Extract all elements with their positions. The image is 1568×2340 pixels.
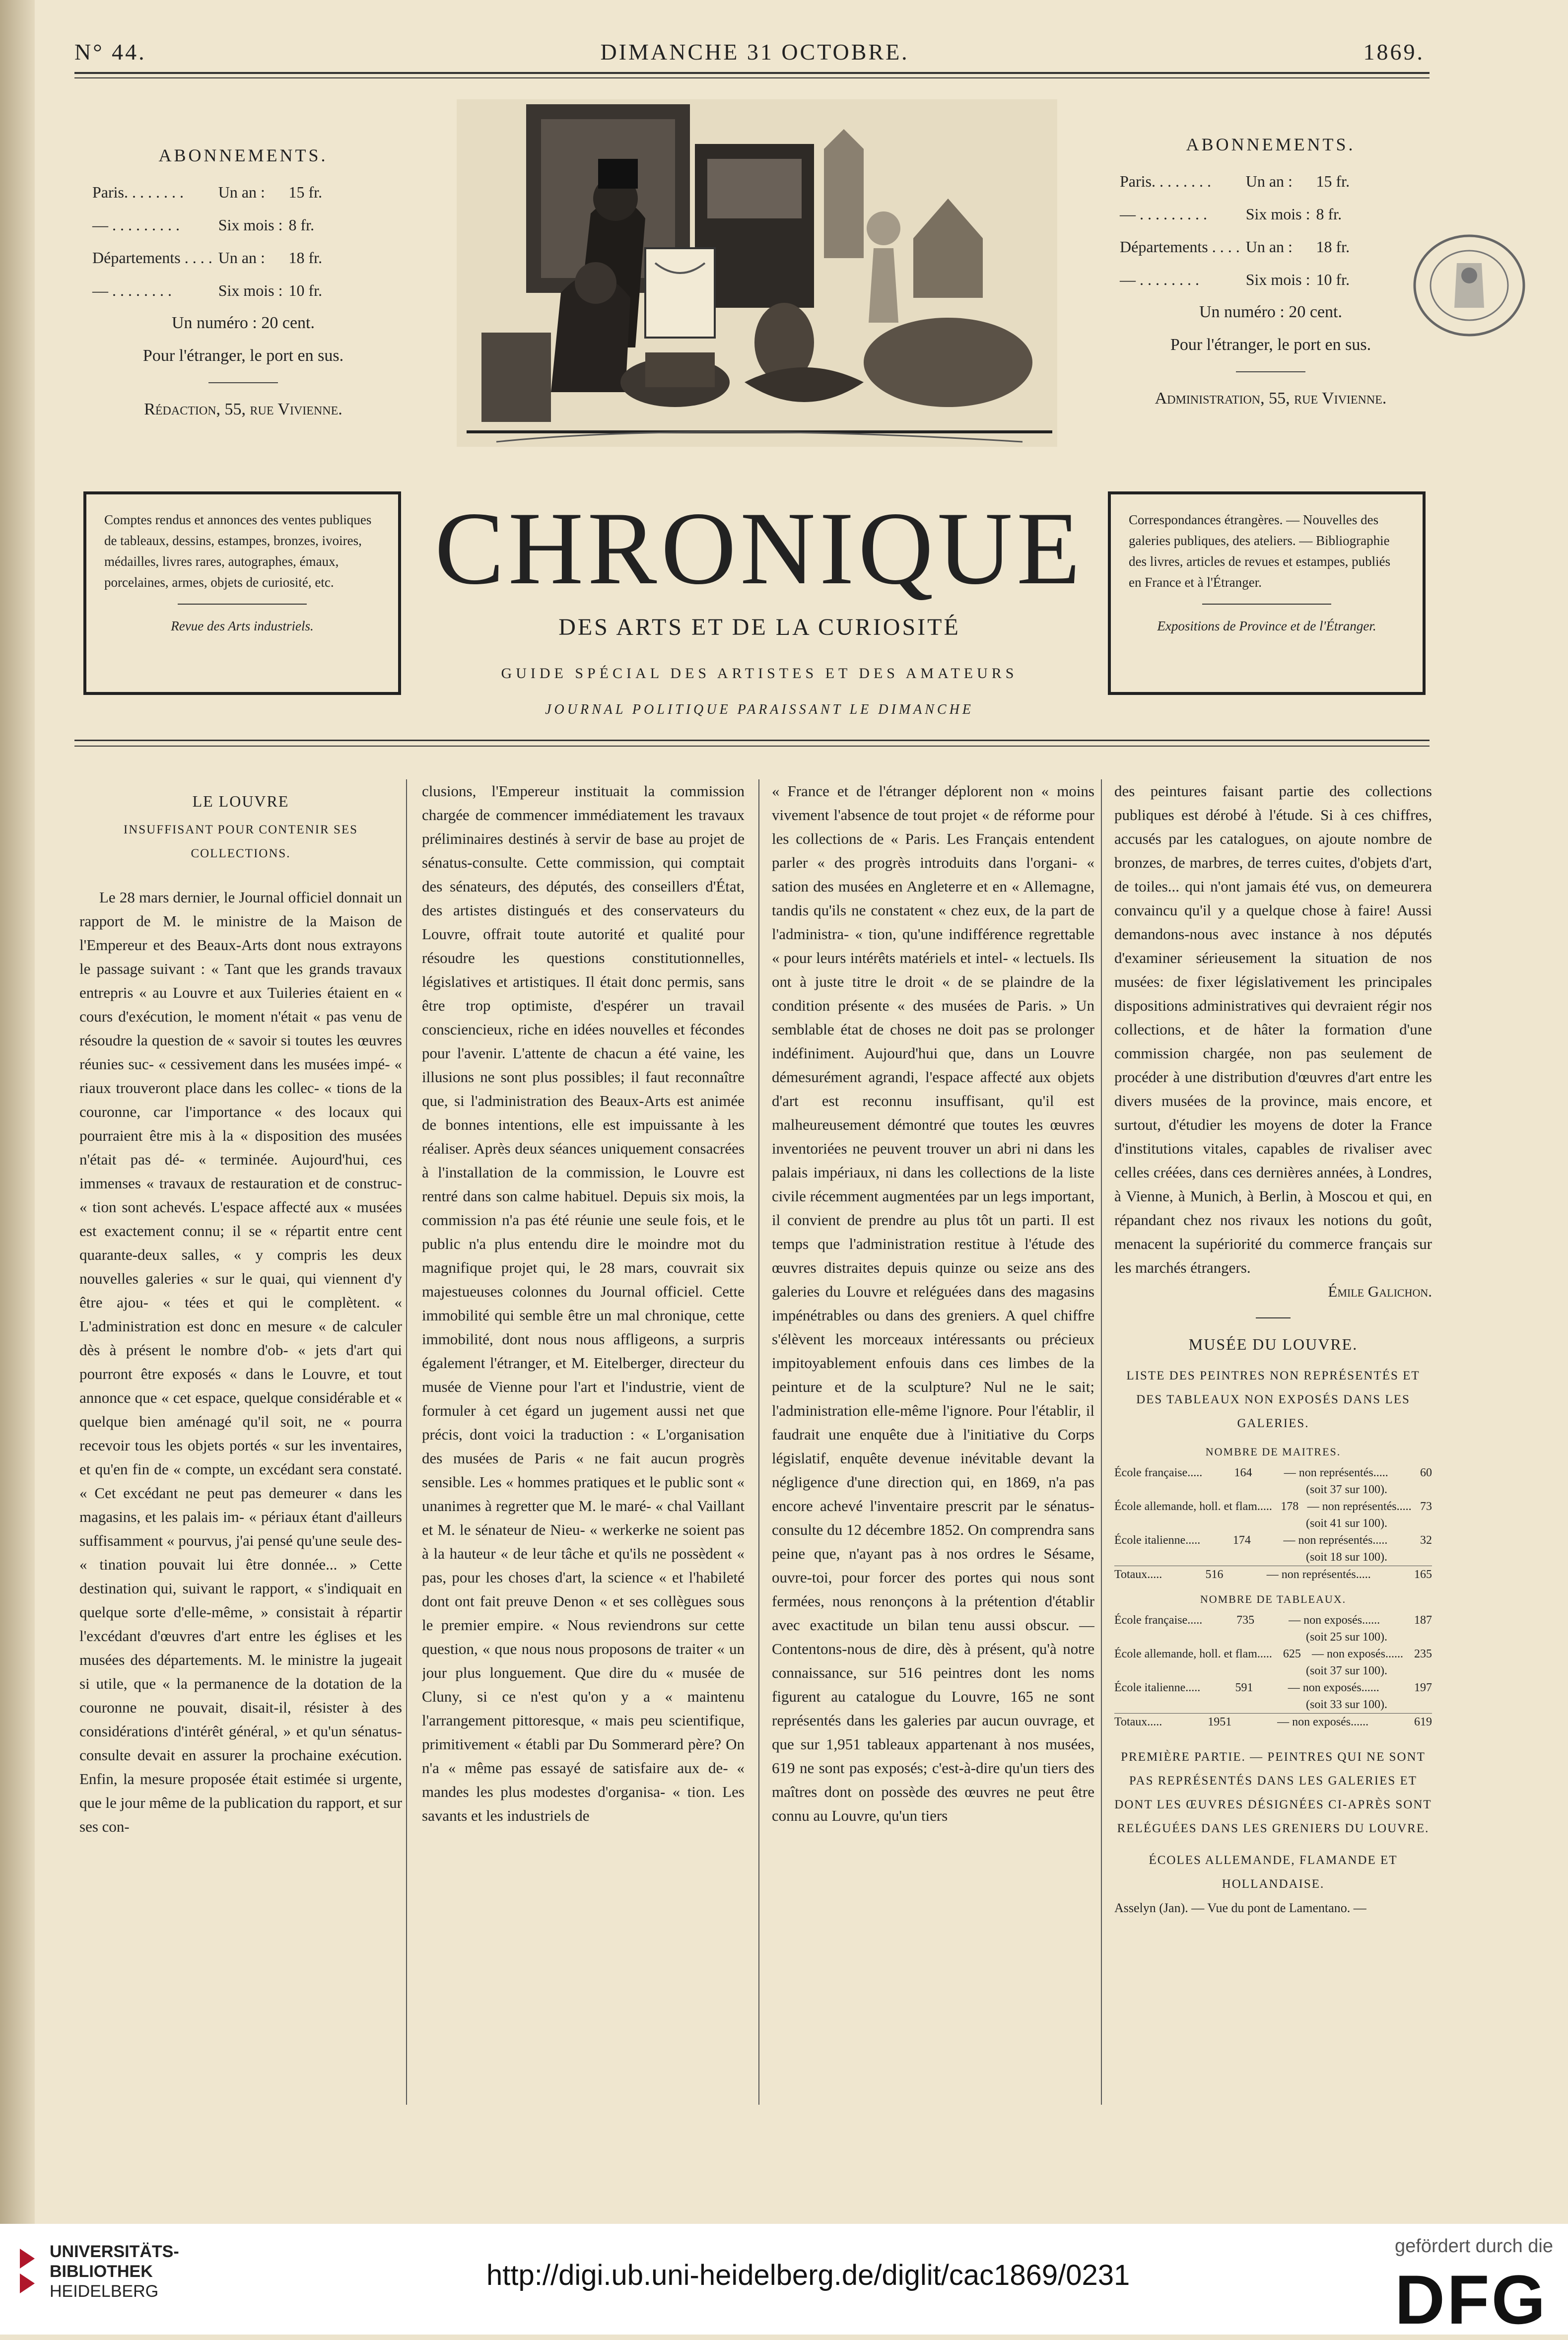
stats-note: (soit 41 sur 100).	[1306, 1517, 1387, 1530]
contents-box-right	[1108, 491, 1426, 695]
box-description: Correspondances étrangères. — Nouvelles des galeries publiques, des ateliers. — Bibliographie des livres, articles de revues et estampes, publiés en France et à l'Étranger.	[1129, 512, 1391, 590]
subscriptions-title: ABONNEMENTS.	[158, 145, 328, 165]
box-footer: Expositions de Province et de l'Étranger.	[1157, 619, 1376, 633]
single-issue-price: Un numéro : 20 cent.	[1199, 303, 1342, 321]
library-stamp-icon	[1410, 228, 1529, 343]
subscriptions-left	[89, 139, 397, 426]
stats-note: (soit 33 sur 100).	[1306, 1698, 1387, 1711]
subscription-row: Paris. . . . . . . . Un an : 15 fr.	[92, 183, 323, 201]
stats-row: École allemande, holl. et flam..... 625 — non exposés...... 235	[1114, 1648, 1432, 1660]
digitization-footer	[0, 2224, 1568, 2339]
subscription-row: — . . . . . . . . . Six mois : 8 fr.	[92, 216, 315, 234]
stats-total-row: Totaux..... 1951 — non exposés...... 619	[1114, 1713, 1432, 1730]
stats-label: NOMBRE DE MAITRES.	[1205, 1445, 1341, 1458]
column-rule	[406, 779, 407, 2105]
stats-row: École française..... 164 — non représentés..... 60	[1114, 1466, 1432, 1479]
first-entry: Asselyn (Jan). — Vue du pont de Lamentano. —	[1114, 1901, 1366, 1915]
stats-note: (soit 37 sur 100).	[1306, 1483, 1387, 1496]
divider	[178, 604, 307, 605]
issue-date: DIMANCHE 31 OCTOBRE.	[600, 39, 909, 65]
article-signature: Émile Galichon.	[1328, 1283, 1432, 1300]
subscription-row: — . . . . . . . . . Six mois : 8 fr.	[1120, 205, 1342, 223]
article-text: Le 28 mars dernier, le Journal officiel donnait un rapport de M. le ministre de la Maison de l'Empereur et des Beaux-Arts dont nous extrayons le passage suivant : « Tant que les grands travaux entrepris « au Louvre et aux Tuileries étaient en « cours d'exécution, le moment n'était « pas venu de résoudre la question de « savoir si toutes les œuvres réunies suc- « cessivement dans les musées impé- « riaux trouveront place dans les collec- « tions de la couronne, car l'importance « des locaux qui pourraient être mis à la « disposition des musées n'était pas dé- « terminée. Aujourd'hui, ces immenses « travaux de restauration et de construc- « tion sont achevés. L'espace affecté aux « musées est exactement connu; il se « répartit entre cent quarante-deux salles, « y compris les deux nouvelles galeries « sur le quai, qui viennent d'y être ajou- « tées et qui le complètent. « L'administration est donc en mesure « de calculer dès à présent le nombre d'ob- « jets d'art qui pourront être exposés « dans le Louvre, et tout annonce que « cet espace, quelque considérable et « quelque bien aménagé qu'il soit, ne « pourra recevoir tous les objets portés « sur les inventaires, et qu'en fin de « compte, un excédant sera constaté. « Cet excédant ne peut pas demeurer « dans les magasins, et les palais im- « périaux étant d'ailleurs suffisamment « pourvus, j'ai pensé qu'une seule des- « tination pouvait lui être donnée... » Cette destination qui, suivant le rapport, « s'indiquait en quelque sorte d'elle-même, » consistait à répartir l'excédant d'œuvres d'art entre les églises et les musées des départements. M. le ministre la jugeait si utile, que « la permanence de la dotation de la couronne ne pouvait, disait-il, résister à des considérations d'intérêt général, » et qu'un sénatus-consulte devait en assurer la prochaine exécution. Enfin, la mesure proposée était estimée si urgente, que le jour même de la publication du rapport, et sur ses con-	[79, 889, 402, 1835]
section-subheading: LISTE DES PEINTRES NON REPRÉSENTÉS ET DES TABLEAUX NON EXPOSÉS DANS LES GALERIES.	[1126, 1369, 1420, 1430]
column-rule	[1101, 779, 1102, 2105]
subscriptions-right	[1117, 128, 1425, 415]
stats-row: École italienne..... 591 — non exposés...... 197	[1114, 1681, 1432, 1694]
section-heading: MUSÉE DU LOUVRE.	[1188, 1335, 1358, 1353]
subscription-table	[1117, 165, 1353, 296]
article-text: clusions, l'Empereur instituait la commission chargée de commencer immédiatement les travaux préliminaires destinés à servir de base au projet de sénatus-consulte. Cette commission, qui comptait des sénateurs, des députés, des conseillers d'État, des artistes distingués et des conservateurs du Louvre, offrait toute autorité et qualité pour résoudre les questions constitutionnelles, législatives et artistiques. Il était donc permis, sans être trop optimiste, d'espérer un travail consciencieux, riche en idées nouvelles et fécondes pour l'avenir. L'attente de chacun a été vaine, les illusions ne sont plus possibles; il faut reconnaître que, si l'administration des Beaux-Arts est animée de bonnes intentions, elle est impuissante à les réaliser. Après deux séances uniquement consacrées à l'installation de la commission, le Louvre est rentré dans son calme habituel. Depuis six mois, la commission n'a pas été réunie une seule fois, et le public n'a plus entendu dire le moindre mot du magnifique projet qui, le 28 mars, couvrait six majestueuses colonnes du Journal officiel. Cette immobilité qui semble être un mal chronique, cette immobilité, dont nous nous affligeons, a surpris également l'étranger, et M. Eitelberger, directeur du musée de Vienne pour l'art et l'industrie, vient de formuler à cet égard un jugement aussi net que précis, dont voici la traduction : « L'organisation des musées de Paris « ne fait aucun progrès sensible. Les « hommes pratiques et le public sont « unanimes à regretter que M. le maré- « chal Vaillant et M. le sénateur de Nieu- « werkerke ne soient pas à la hauteur « de leur tâche et qu'ils ne possèdent « pas, pour les choses d'art, la science « et l'habileté dont ont fait preuve Denon « et ses collègues sous le premier empire. « Nous reviendrons sur cette question, « que nous nous proposons de traiter « un jour plus longuement. Que dire du « musée de Cluny, si ce n'est qu'on y a « maintenu l'arrangement pittoresque, « mais peu scientifique, primitivement « établi par Du Sommerard père? On n'a « même pas essayé de satisfaire aux de- « mandes les plus modestes d'organisa- « tion. Les savants et les industriels de	[422, 782, 745, 1824]
library-name[interactable]: UNIVERSITÄTS- BIBLIOTHEK HEIDELBERG	[50, 2242, 179, 2301]
box-footer: Revue des Arts industriels.	[171, 619, 314, 633]
book-spine-shadow	[0, 0, 35, 2224]
header-rule-thin	[74, 77, 1430, 78]
subscription-table	[89, 176, 325, 307]
subscription-row: — . . . . . . . . Six mois : 10 fr.	[92, 281, 323, 299]
column-rule	[758, 779, 759, 2105]
article-column-1	[79, 779, 402, 2120]
article-column-2	[422, 779, 745, 2120]
subscription-row: Départements . . . . Un an : 18 fr.	[92, 249, 323, 267]
permalink-url[interactable]: http://digi.ub.uni-heidelberg.de/diglit/cac1869/0231	[486, 2259, 1130, 2291]
single-issue-price: Un numéro : 20 cent.	[172, 314, 315, 332]
stats-row: École italienne..... 174 — non représentés..... 32	[1114, 1534, 1432, 1547]
newspaper-subtitle: DES ARTS ET DE LA CURIOSITÉ	[558, 614, 960, 640]
header-rule	[74, 72, 1430, 74]
stats-note: (soit 18 sur 100).	[1306, 1551, 1387, 1564]
masthead-rule	[74, 740, 1430, 741]
contents-box-left	[83, 491, 401, 695]
newspaper-tagline: GUIDE SPÉCIAL DES ARTISTES ET DES AMATEURS	[501, 665, 1018, 682]
foreign-postage-note: Pour l'étranger, le port en sus.	[142, 346, 344, 365]
masters-statistics	[1114, 1444, 1432, 1730]
schools-heading: ÉCOLES ALLEMANDE, FLAMANDE ET HOLLANDAISE.	[1149, 1854, 1398, 1891]
stats-note: (soit 37 sur 100).	[1306, 1664, 1387, 1677]
stats-row: École française..... 735 — non exposés...... 187	[1114, 1614, 1432, 1627]
subscription-row: — . . . . . . . . Six mois : 10 fr.	[1120, 271, 1350, 288]
stats-row: École allemande, holl. et flam..... 178 — non représentés..... 73	[1114, 1500, 1432, 1513]
funding-note: gefördert durch die	[1395, 2236, 1553, 2257]
article-heading: LE LOUVRE	[192, 792, 289, 810]
subscriptions-title: ABONNEMENTS.	[1186, 135, 1356, 154]
editorial-office: Rédaction, 55, rue Vivienne.	[144, 400, 342, 418]
article-text: « France et de l'étranger déplorent non « moins vivement l'absence de tout projet « de réforme pour les collections de « Paris. Les Français entendent parler « des progrès introduits dans l'organi- « sation des musées en Angleterre et en « Allemagne, tandis qu'ils ne constatent « chez eux, de la part de l'administra- « tion, qu'une indifférence regrettable « pour leurs intérêts matériels et intel- « lectuels. Ils ont à juste titre le droit « de se plaindre de la condition présente « des musées de Paris. » Un semblable état de choses ne doit pas se prolonger indéfiniment. Aujourd'hui que, dans un Louvre démesurément agrandi, l'espace affecté aux objets d'art est reconnu insuffisant, qu'il est malheureusement démontré que toutes les œuvres inventoriées ne peuvent trouver un abri ni dans les palais impériaux, ni dans les collections de la liste civile récemment augmentées par un legs important, il convient de prendre au plus tôt un parti. Il est temps que l'administration restitue à l'étude des œuvres distraites depuis quinze ou seize ans des galeries du Louvre et reléguées dans des magasins impénétrables ou dans des greniers. A quel chiffre s'élèvent les morceaux intéressants ou précieux impitoyablement enfouis dans ces limbes de la peinture et de la sculpture? Nul ne le sait; l'administration elle-même l'ignore. Pour l'établir, il faudrait une enquête due à l'initiative du Corps législatif, enquête devenue inévitable devant la négligence d'une direction qui, en 1869, n'a pas encore achevé l'inventaire prescrit par le sénatus-consulte du 12 décembre 1852. On comprendra sans peine que, n'ayant pas à nos ordres le Sésame, ouvre-toi, pour forcer des portes qui nous sont fermées, nous renonçons à la prétention d'établir avec exactitude un bilan tenu aussi obscur. — Contentons-nous de dire, dès à présent, qu'à notre connaissance, sur 516 peintres dont les noms figurent au catalogue du Louvre, 165 ne sont représentés dans les galeries par aucun ouvrage, et que sur 1,951 tableaux appartenant à nos musées, 619 ne sont pas exposés; c'est-à-dire qu'un tiers des maîtres dont on possède des œuvres ne peut être connu au Louvre, qu'un tiers	[772, 782, 1094, 1824]
divider	[1202, 604, 1331, 605]
article-column-4	[1114, 779, 1432, 2120]
divider	[1256, 1317, 1291, 1318]
stats-label: NOMBRE DE TABLEAUX.	[1200, 1593, 1347, 1605]
administration-office: Administration, 55, rue Vivienne.	[1155, 389, 1387, 408]
foreign-postage-note: Pour l'étranger, le port en sus.	[1170, 336, 1371, 354]
stats-total-row: Totaux..... 516 — non représentés..... 165	[1114, 1566, 1432, 1583]
issue-number: N° 44.	[74, 39, 146, 65]
dfg-logo[interactable]: DFG	[1395, 2261, 1548, 2339]
subscription-row: Départements . . . . Un an : 18 fr.	[1120, 238, 1350, 256]
divider	[1236, 371, 1305, 372]
issue-year: 1869.	[1363, 39, 1425, 65]
article-subheading: INSUFFISANT POUR CONTENIR SES COLLECTIONS.	[123, 823, 358, 860]
masthead-engraving	[437, 84, 1077, 462]
divider	[208, 382, 278, 383]
newspaper-title: CHRONIQUE	[434, 491, 1085, 606]
university-logo-icon[interactable]	[15, 2244, 40, 2303]
stats-note: (soit 25 sur 100).	[1306, 1631, 1387, 1644]
masthead-rule-thin	[74, 746, 1430, 747]
article-text: des peintures faisant partie des collections publiques est dérobé à l'étude. Si à ces chiffres, accusés par les catalogues, on ajoute nombre de bronzes, de marbres, de terres cuites, d'objets d'art, de toiles... qui n'ont jamais été vus, on demeurera convaincu qu'il y a quelque chose à faire! Aussi demandons-nous avec instance à nos députés d'examiner sérieusement la situation de nos musées: de fixer législativement les principales dispositions administratives qui devraient régir nos collections, et de hâter la formation d'une commission chargée, non pas seulement de procéder à une distribution d'œuvres d'art entre les divers musées de la province, mais encore, et surtout, d'étudier les moyens de doter la France d'institutions vitales, capables de rivaliser avec celles créées, dans ces dernières années, à Londres, à Vienne, à Munich, à Berlin, à Moscou et qui, en répandant chez nos rivaux les notions du goût, menacent la supériorité du commerce français sur les marchés étrangers.	[1114, 782, 1432, 1276]
issue-header-line	[74, 39, 1425, 65]
article-column-3	[772, 779, 1094, 2120]
box-description: Comptes rendus et annonces des ventes publiques de tableaux, dessins, estampes, bronzes, ivoires, médailles, livres rares, autographes, émaux, porcelaines, armes, objets de curiosité, etc.	[104, 512, 372, 590]
journal-type: JOURNAL POLITIQUE PARAISSANT LE DIMANCHE	[545, 702, 974, 717]
subscription-row: Paris. . . . . . . . Un an : 15 fr.	[1120, 172, 1350, 190]
part-heading: PREMIÈRE PARTIE. — PEINTRES QUI NE SONT PAS REPRÉSENTÉS DANS LES GALERIES ET DONT LES ŒUVRES DÉSIGNÉES CI-APRÈS SONT RELÉGUÉES DANS LES GRENIERS DU LOUVRE.	[1114, 1750, 1432, 1835]
